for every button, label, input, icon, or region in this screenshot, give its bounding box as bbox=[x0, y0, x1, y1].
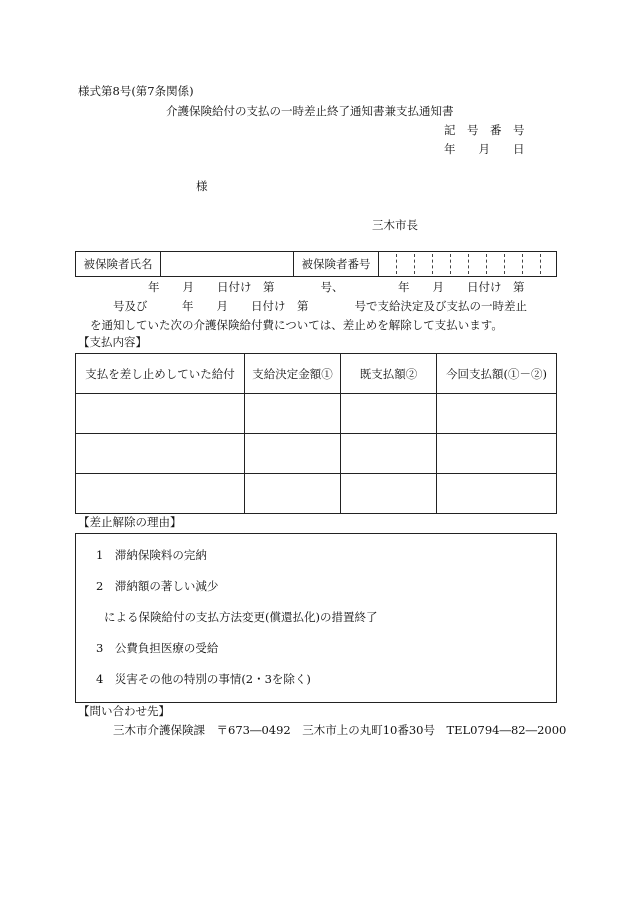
table-cell[interactable] bbox=[341, 434, 437, 474]
reason-item-1: 1 滞納保険料の完納 bbox=[96, 548, 207, 562]
table-cell[interactable] bbox=[437, 394, 557, 434]
digit-divider bbox=[432, 254, 433, 274]
payment-table bbox=[75, 353, 557, 514]
issuer-name: 三木市長 bbox=[372, 218, 418, 232]
table-cell[interactable] bbox=[341, 474, 437, 514]
payment-section-heading: 【支払内容】 bbox=[78, 335, 147, 349]
table-cell[interactable] bbox=[437, 434, 557, 474]
insured-person-table bbox=[75, 251, 557, 277]
insured-number-field[interactable] bbox=[379, 252, 557, 277]
table-row bbox=[76, 434, 557, 474]
table-cell[interactable] bbox=[76, 434, 245, 474]
digit-divider bbox=[540, 254, 541, 274]
digit-divider bbox=[396, 254, 397, 274]
reason-section-heading: 【差止解除の理由】 bbox=[78, 515, 182, 529]
table-cell[interactable] bbox=[341, 394, 437, 434]
reason-box bbox=[75, 533, 557, 703]
table-cell[interactable] bbox=[437, 474, 557, 514]
table-cell[interactable] bbox=[245, 394, 341, 434]
addressee-suffix: 様 bbox=[196, 179, 208, 193]
payment-table-header bbox=[76, 354, 557, 394]
table-cell[interactable] bbox=[76, 474, 245, 514]
insured-number-label: 被保険者番号 bbox=[294, 252, 379, 277]
reason-item-4: 4 災害その他の特別の事情(2・3を除く) bbox=[96, 672, 311, 686]
reason-item-3: 3 公費負担医療の受給 bbox=[96, 641, 219, 655]
table-cell[interactable] bbox=[245, 474, 341, 514]
column-header-paid-amount: 既支払額② bbox=[341, 354, 437, 394]
document-title: 介護保険給付の支払の一時差止終了通知書兼支払通知書 bbox=[166, 104, 454, 118]
contact-details: 三木市介護保険課 〒673―0492 三木市上の丸町10番30号 TEL0794―82―2000 bbox=[113, 723, 567, 737]
digit-divider bbox=[486, 254, 487, 274]
issue-date-line: 年 月 日 bbox=[444, 142, 525, 156]
digit-divider bbox=[522, 254, 523, 274]
table-row bbox=[76, 474, 557, 514]
column-header-withheld-benefit: 支払を差し止めしていた給付 bbox=[76, 354, 245, 394]
body-line-4: を通知していた次の介護保険給付費については、差止めを解除して支払います。 bbox=[90, 318, 503, 332]
body-line-1: 年 月 日付け 第 号、 bbox=[148, 280, 344, 294]
column-header-decided-amount: 支給決定金額① bbox=[245, 354, 341, 394]
digit-divider bbox=[414, 254, 415, 274]
table-row bbox=[76, 394, 557, 434]
contact-section-heading: 【問い合わせ先】 bbox=[78, 704, 170, 718]
digit-divider bbox=[468, 254, 469, 274]
reason-item-2-continuation: による保険給付の支払方法変更(償還払化)の措置終了 bbox=[104, 610, 378, 624]
insured-name-field[interactable] bbox=[161, 252, 294, 277]
column-header-current-payment: 今回支払額(①－②) bbox=[437, 354, 557, 394]
reason-item-2: 2 滞納額の著しい減少 bbox=[96, 579, 219, 593]
document-number-line: 記 号 番 号 bbox=[444, 123, 525, 137]
table-cell[interactable] bbox=[76, 394, 245, 434]
table-cell[interactable] bbox=[245, 434, 341, 474]
body-line-3: 号及び 年 月 日付け 第 号で支給決定及び支払の一時差止 bbox=[113, 299, 527, 313]
insured-name-label: 被保険者氏名 bbox=[76, 252, 161, 277]
form-number: 様式第8号(第7条関係) bbox=[78, 84, 194, 98]
digit-divider bbox=[504, 254, 505, 274]
body-line-2: 年 月 日付け 第 bbox=[398, 280, 525, 294]
digit-divider bbox=[450, 254, 451, 274]
